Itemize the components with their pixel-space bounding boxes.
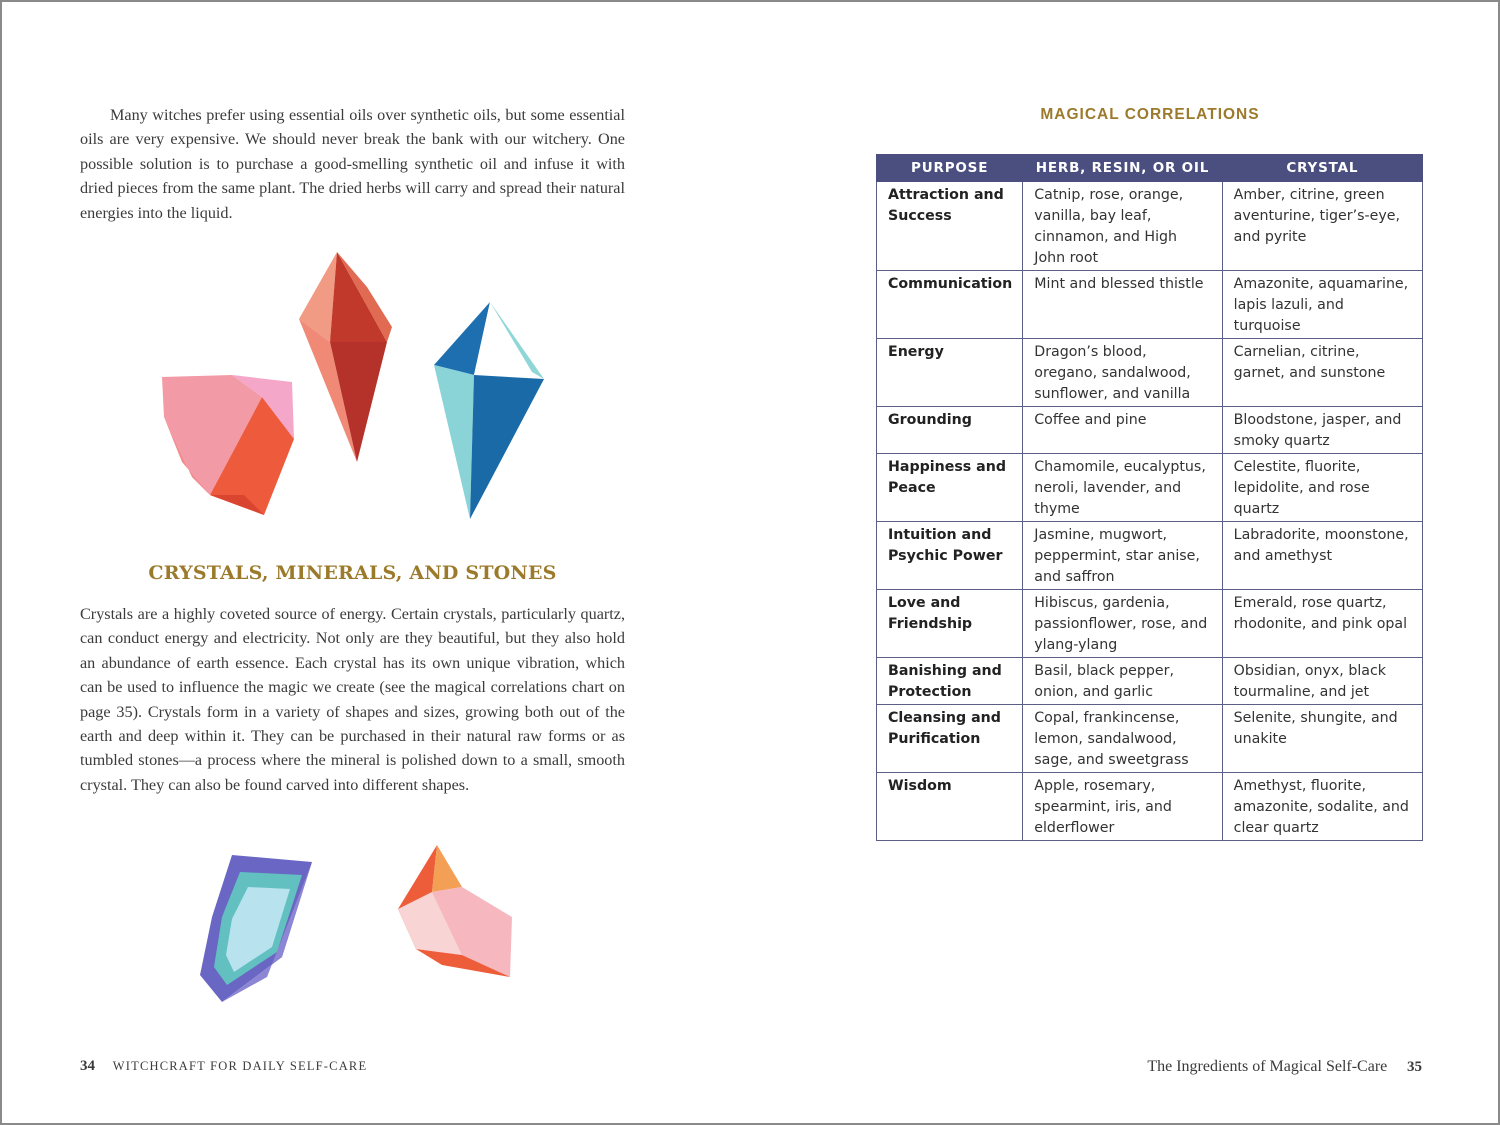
page-number-left: 34 bbox=[80, 1058, 95, 1074]
header-crystal: CRYSTAL bbox=[1222, 155, 1422, 182]
purpose-cell: Grounding bbox=[877, 407, 1023, 454]
crystal-cell: Obsidian, onyx, black tourmaline, and jet bbox=[1222, 658, 1422, 705]
herb-cell: Basil, black pepper, onion, and garlic bbox=[1023, 658, 1222, 705]
crystal-cell: Amethyst, fluorite, amazonite, sodalite, and clear quartz bbox=[1222, 773, 1422, 841]
table-row bbox=[877, 705, 1423, 773]
purpose-cell: Attraction and Success bbox=[877, 182, 1023, 271]
correlations-table bbox=[876, 154, 1423, 841]
header-purpose: PURPOSE bbox=[877, 155, 1023, 182]
crystals-illustration-top bbox=[152, 247, 562, 527]
header-herb: HERB, RESIN, OR OIL bbox=[1023, 155, 1222, 182]
table-row bbox=[877, 522, 1423, 590]
crystal-cell: Amber, citrine, green aventurine, tiger’s-eye, and pyrite bbox=[1222, 182, 1422, 271]
crystal-cell: Labradorite, moonstone, and amethyst bbox=[1222, 522, 1422, 590]
purpose-cell: Cleansing and Purification bbox=[877, 705, 1023, 773]
purpose-cell: Wisdom bbox=[877, 773, 1023, 841]
table-header-row bbox=[877, 155, 1423, 182]
herb-cell: Jasmine, mugwort, peppermint, star anise, and saffron bbox=[1023, 522, 1222, 590]
crystal-cell: Selenite, shungite, and unakite bbox=[1222, 705, 1422, 773]
table-row bbox=[877, 658, 1423, 705]
purpose-cell: Banishing and Protection bbox=[877, 658, 1023, 705]
table-row bbox=[877, 271, 1423, 339]
table-row bbox=[877, 773, 1423, 841]
purpose-cell: Intuition and Psychic Power bbox=[877, 522, 1023, 590]
crystals-paragraph: Crystals are a highly coveted source of energy. Certain crystals, particularly quartz, can conduct energy and electricity. Not only are they beautiful, but they also hold an abundance of earth essence. Each crystal has its own unique vibration, which can be used to influence the magic we create (see the magical correlations chart on page 35). Crystals form in a variety of shapes and sizes, growing both out of the earth and deep within it. They can be purchased in their natural raw forms or as tumbled stones—a process where the mineral is polished down to a small, smooth crystal. They can also be found carved into different shapes. bbox=[80, 605, 625, 794]
section-heading: CRYSTALS, MINERALS, AND STONES bbox=[148, 562, 557, 584]
running-head-left: WITCHCRAFT FOR DAILY SELF-CARE bbox=[112, 1059, 368, 1073]
table-row bbox=[877, 407, 1423, 454]
herb-cell: Catnip, rose, orange, vanilla, bay leaf, cinnamon, and High John root bbox=[1023, 182, 1222, 271]
blue-crystal-icon bbox=[434, 302, 544, 519]
herb-cell: Copal, frankincense, lemon, sandalwood, sage, and sweetgrass bbox=[1023, 705, 1222, 773]
right-folio bbox=[1147, 1058, 1422, 1076]
orange-gem-icon bbox=[398, 845, 512, 977]
table-title: MAGICAL CORRELATIONS bbox=[1040, 106, 1260, 123]
page-number-right: 35 bbox=[1407, 1059, 1422, 1075]
left-page bbox=[2, 2, 750, 1123]
table-row bbox=[877, 339, 1423, 407]
pink-crystal-icon bbox=[162, 375, 294, 515]
herb-cell: Mint and blessed thistle bbox=[1023, 271, 1222, 339]
herb-cell: Hibiscus, gardenia, passionflower, rose, and ylang-ylang bbox=[1023, 590, 1222, 658]
herb-cell: Chamomile, eucalyptus, neroli, lavender, and thyme bbox=[1023, 454, 1222, 522]
crystal-cell: Carnelian, citrine, garnet, and sunstone bbox=[1222, 339, 1422, 407]
table-row bbox=[877, 590, 1423, 658]
herb-cell: Coffee and pine bbox=[1023, 407, 1222, 454]
hexagon-gem-icon bbox=[200, 855, 312, 1002]
herb-cell: Apple, rosemary, spearmint, iris, and elderflower bbox=[1023, 773, 1222, 841]
left-folio bbox=[80, 1058, 367, 1075]
purpose-cell: Energy bbox=[877, 339, 1023, 407]
purpose-cell: Love and Friendship bbox=[877, 590, 1023, 658]
crystal-cell: Bloodstone, jasper, and smoky quartz bbox=[1222, 407, 1422, 454]
crystal-cell: Emerald, rose quartz, rhodonite, and pink opal bbox=[1222, 590, 1422, 658]
crystal-cell: Celestite, fluorite, lepidolite, and rose quartz bbox=[1222, 454, 1422, 522]
purpose-cell: Happiness and Peace bbox=[877, 454, 1023, 522]
running-head-right: The Ingredients of Magical Self-Care bbox=[1147, 1058, 1388, 1075]
herb-cell: Dragon’s blood, oregano, sandalwood, sunflower, and vanilla bbox=[1023, 339, 1222, 407]
table-row bbox=[877, 182, 1423, 271]
intro-paragraph: Many witches prefer using essential oils over synthetic oils, but some essential oils are very expensive. We should never break the bank with our witchery. One possible solution is to purchase a good-smelling synthetic oil and infuse it with dried pieces from the same plant. The dried herbs will carry and spread their natural energies into the liquid. bbox=[80, 106, 625, 222]
purpose-cell: Communication bbox=[877, 271, 1023, 339]
crystal-cell: Amazonite, aquamarine, lapis lazuli, and turquoise bbox=[1222, 271, 1422, 339]
red-crystal-icon bbox=[299, 252, 392, 462]
table-row bbox=[877, 454, 1423, 522]
crystals-illustration-bottom bbox=[162, 837, 532, 1012]
right-page bbox=[750, 2, 1498, 1123]
